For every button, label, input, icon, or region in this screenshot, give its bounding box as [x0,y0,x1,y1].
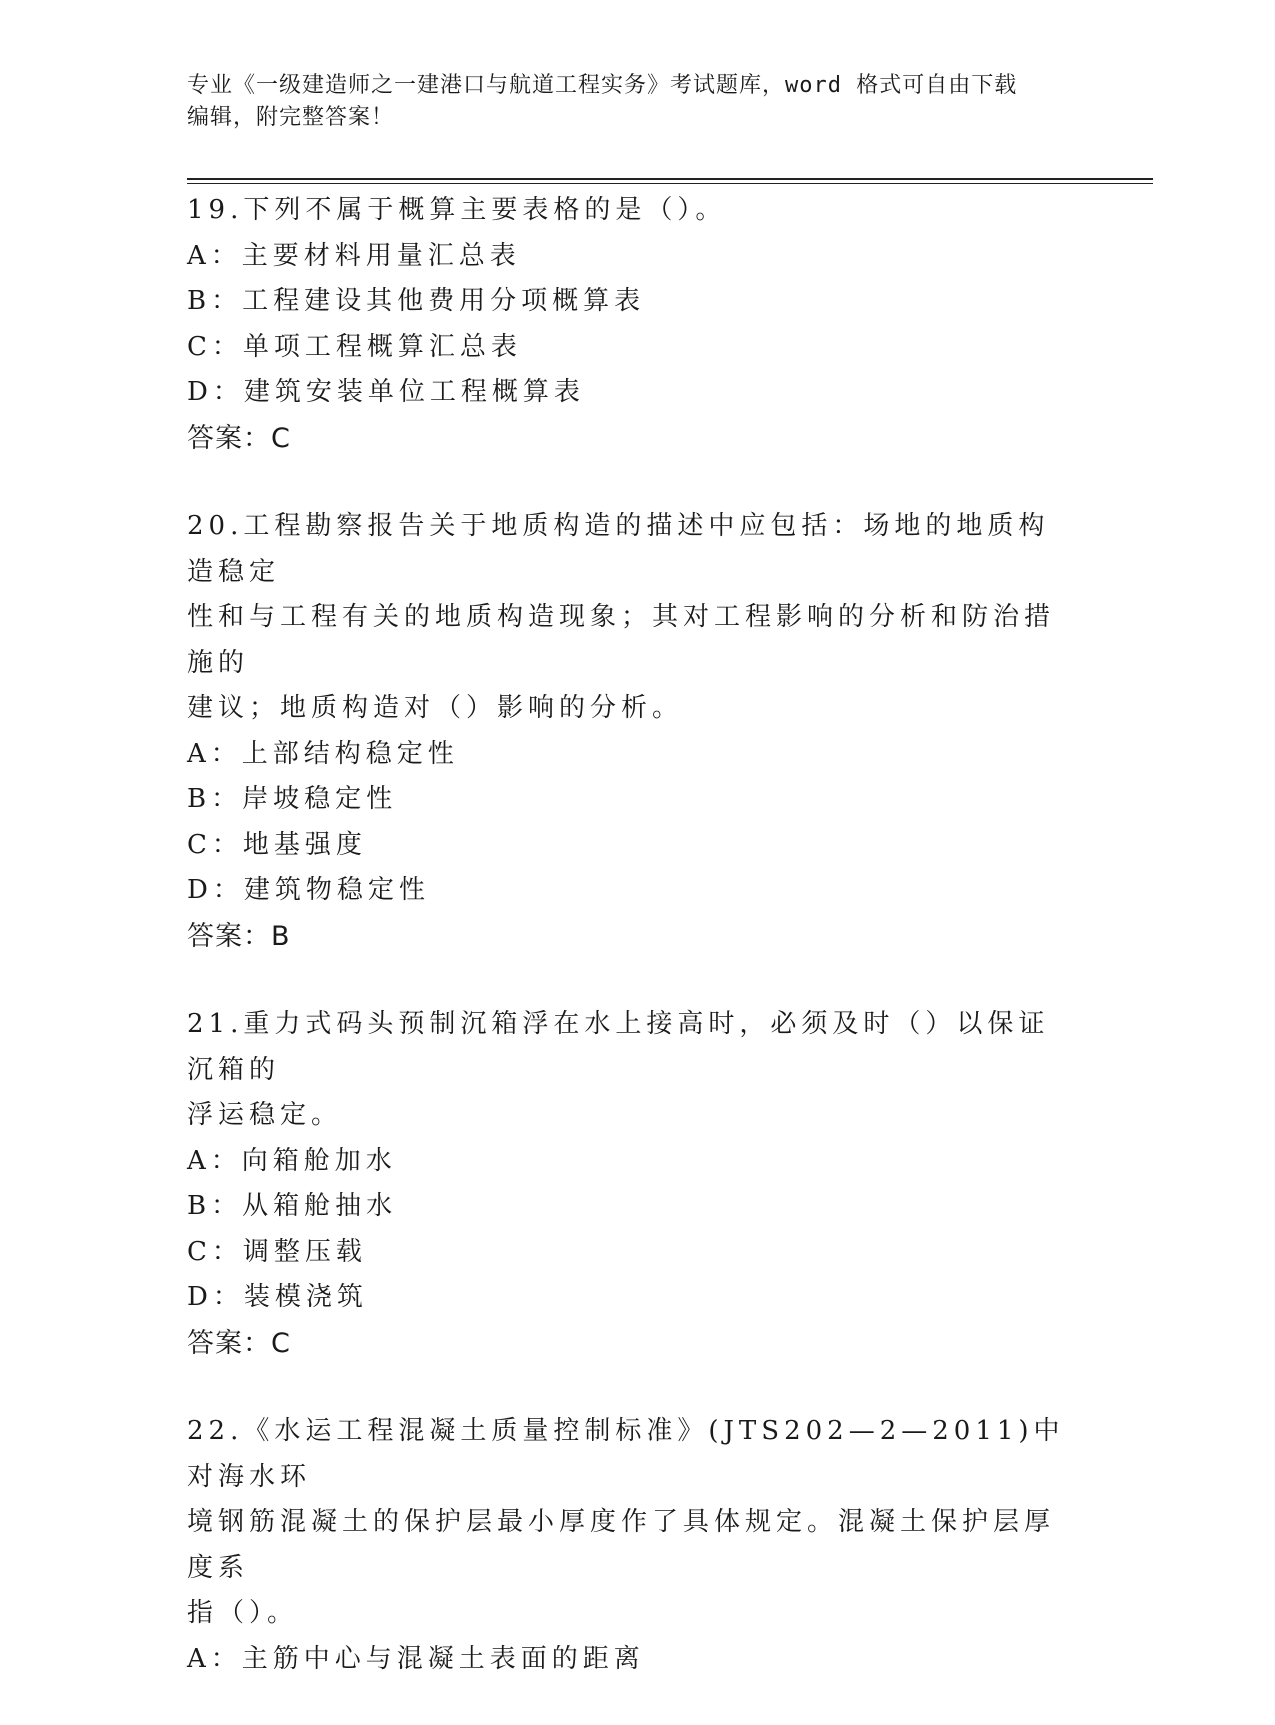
header-rule-thin [187,183,1153,184]
question-stem: 21.重力式码头预制沉箱浮在水上接高时，必须及时（）以保证沉箱的 [187,1009,1050,1085]
question-stem: 境钢筋混凝土的保护层最小厚度作了具体规定。混凝土保护层厚度系 [187,1507,1056,1583]
question-22 [187,1409,1067,1682]
option-a: A：向箱舱加水 [187,1145,397,1176]
option-a: A：主筋中心与混凝土表面的距离 [187,1643,645,1674]
option-d: D：建筑物稳定性 [187,875,430,905]
option-b: B：从箱舱抽水 [187,1191,398,1221]
question-19 [187,188,1067,461]
header-rule-thick [187,178,1153,180]
option-a: A：主要材料用量汇总表 [187,240,521,271]
option-a: A：上部结构稳定性 [187,738,459,769]
question-stem: 20.工程勘察报告关于地质构造的描述中应包括：场地的地质构造稳定 [187,511,1050,587]
option-d: D：建筑安装单位工程概算表 [187,377,585,407]
question-stem: 指（）。 [187,1598,299,1628]
option-c: C：地基强度 [187,829,367,860]
answer: 答案：C [187,1327,291,1359]
option-c: C：调整压载 [187,1236,367,1267]
option-b: B：岸坡稳定性 [187,784,398,814]
question-21 [187,1002,1067,1366]
question-list [187,188,1067,1725]
question-20 [187,504,1067,959]
option-b: B：工程建设其他费用分项概算表 [187,286,646,316]
header-line-1: 专业《一级建造师之一建港口与航道工程实务》考试题库，word 格式可自由下载 [187,73,1018,98]
question-stem: 性和与工程有关的地质构造现象；其对工程影响的分析和防治措施的 [187,602,1056,678]
question-stem: 19.下列不属于概算主要表格的是（）。 [187,195,727,225]
question-stem: 建议；地质构造对（）影响的分析。 [187,693,684,723]
header-line-2: 编辑，附完整答案！ [187,105,395,130]
answer: 答案：B [187,920,291,952]
answer: 答案：C [187,422,291,454]
question-stem: 浮运稳定。 [187,1100,343,1130]
option-c: C：单项工程概算汇总表 [187,331,522,362]
document-header [187,70,1067,134]
question-stem: 22.《水运工程混凝土质量控制标准》(JTS202—2—2011)中对海水环 [187,1416,1065,1492]
option-d: D：装模浇筑 [187,1282,368,1312]
